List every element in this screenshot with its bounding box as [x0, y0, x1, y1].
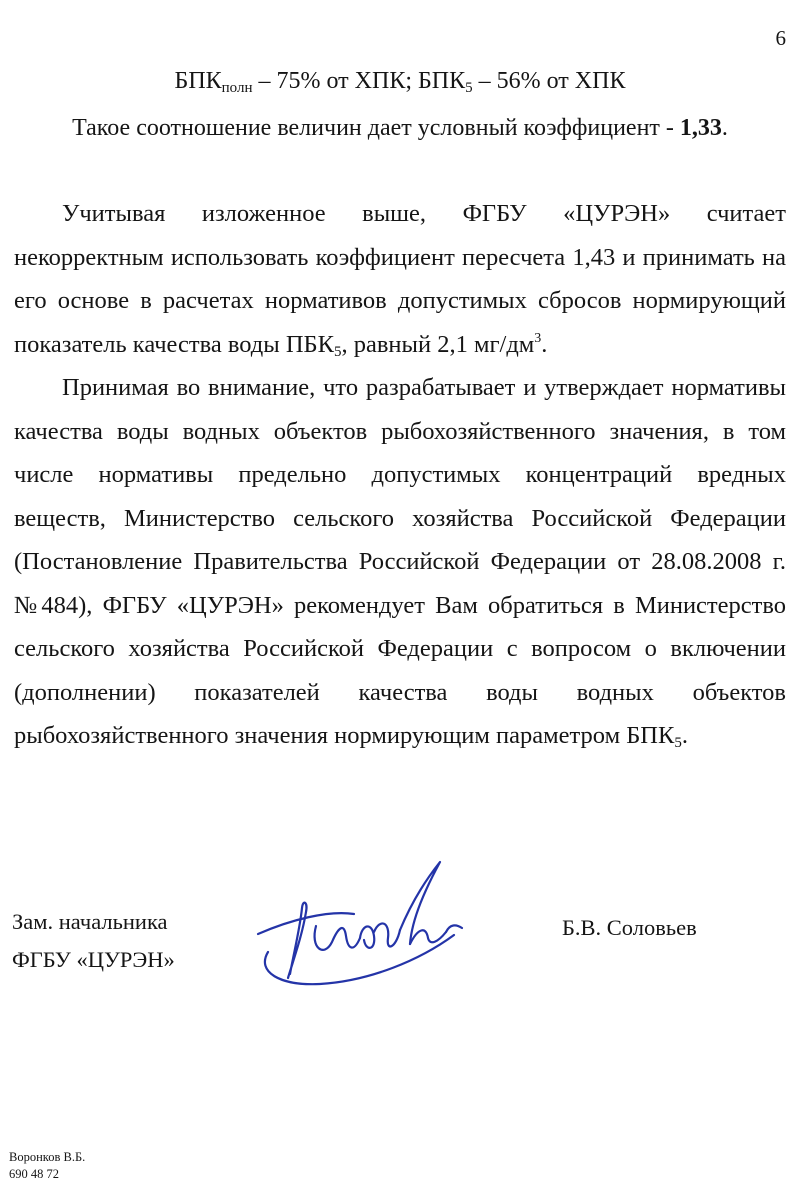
paragraph1-end: .: [541, 330, 548, 358]
paragraph1-superscript: 3: [534, 330, 542, 346]
paragraph2-end: .: [681, 722, 688, 749]
executor-phone: 690 48 72: [9, 1167, 59, 1181]
handwritten-signature: [250, 852, 470, 992]
paragraph2-subscript: 5: [674, 735, 682, 751]
coefficient-end: .: [721, 115, 728, 141]
paragraph-conclusion: [14, 192, 786, 366]
paragraph1-mid: , равный 2,1 мг/дм: [341, 330, 535, 358]
signatory-role: [12, 903, 175, 979]
paragraph-recommendation: [14, 366, 786, 758]
paragraph1-subscript: 5: [333, 343, 342, 360]
paragraph1-text: Учитывая изложенное выше, ФГБУ «ЦУРЭН» считает некорректным использовать коэффициент пересчета 1,43 и принимать на его основе в расчетах нормативов допустимых сбросов нормирующий показатель качества воды ПБК: [14, 200, 786, 358]
executor-info: [9, 1149, 85, 1183]
bpk-ratio-line: [0, 68, 800, 95]
coefficient-text: Такое соотношение величин дает условный коэффициент -: [72, 115, 680, 141]
coefficient-line: [0, 115, 800, 142]
ratio-part1: – 75% от ХПК; БПК: [252, 68, 466, 94]
ratio-bpk: БПК: [174, 68, 222, 94]
ratio-part2: – 56% от ХПК: [472, 68, 626, 94]
signatory-name: Б.В. Соловьев: [562, 915, 697, 940]
page-number: 6: [775, 26, 786, 50]
coefficient-value: 1,33: [679, 115, 722, 141]
signatory-role-line2: ФГБУ «ЦУРЭН»: [12, 947, 175, 972]
executor-name: Воронков В.Б.: [9, 1150, 86, 1164]
ratio-full-subscript: полн: [221, 80, 253, 96]
signatory-role-line1: Зам. начальника: [12, 909, 168, 934]
paragraph2-text: Принимая во внимание, что разрабатывает и утверждает нормативы качества воды водных объектов рыбохозяйственного значения, в том числе нормативы предельно допустимых концентраций вредных веществ, Министерство сельского хозяйства Российской Федерации (Постановление Правительства Российской Федерации от 28.08.2008 г. №484), ФГБУ «ЦУРЭН» рекомендует Вам обратиться в Министерство сельского хозяйства Российской Федерации с вопросом о включении (дополнении) показателей качества воды водных объектов рыбохозяйственного значения нормирующим параметром БПК: [14, 374, 786, 749]
ratio-five-subscript: 5: [465, 80, 473, 96]
